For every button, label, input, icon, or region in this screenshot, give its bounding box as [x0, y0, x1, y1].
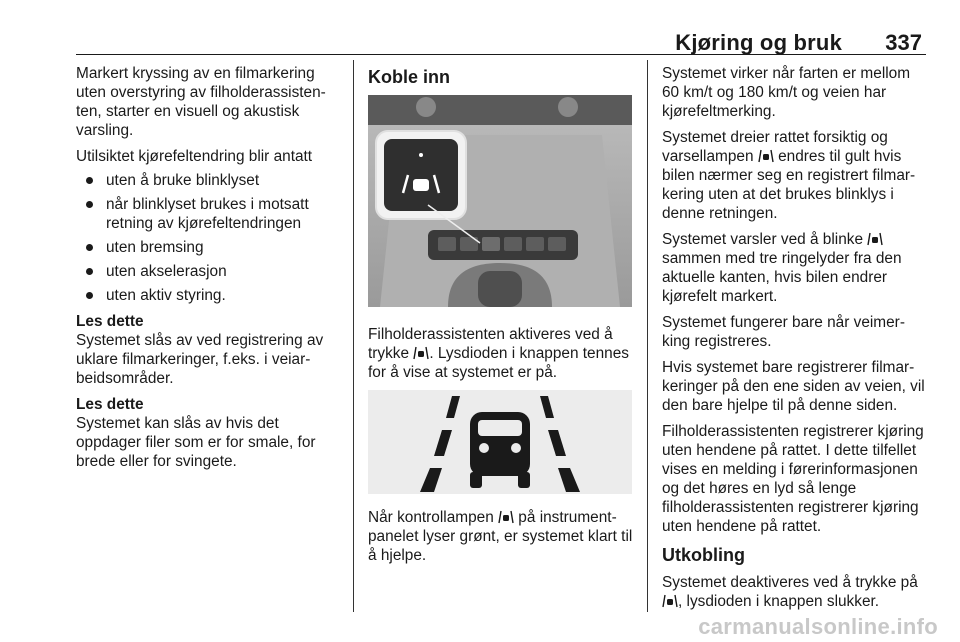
- paragraph: Filholderassistenten registrerer kjøring uten hendene på rattet. I dette tilfellet vises en melding i førerinformasjonen og det høres en lyd så lenge filholderassistenten registrerer kjøring uten hendene på rattet.: [662, 423, 924, 535]
- text-run: Systemet deaktiveres ved å trykke på: [662, 574, 918, 591]
- paragraph: [662, 128, 928, 223]
- text-run: Systemet dreier rattet forsiktig og varsellampen: [662, 129, 888, 165]
- intro-paragraph: Markert kryssing av en filmarkering uten overstyring av filholderassistenten, starter en visuell og akustisk varsling.: [76, 65, 326, 139]
- note-heading: Les dette: [76, 313, 144, 330]
- paragraph: [662, 230, 928, 306]
- list-item: uten bremsing: [76, 238, 342, 257]
- section-heading: Koble inn: [368, 67, 450, 87]
- lane-assist-icon: [758, 149, 774, 163]
- page-number: 337: [885, 30, 922, 55]
- watermark: carmanualsonline.info: [698, 614, 938, 639]
- text-run: , lysdioden i knappen slukker.: [678, 593, 880, 610]
- list-item: uten akselerasjon: [76, 262, 342, 281]
- list-item: uten aktiv styring.: [76, 286, 342, 305]
- paragraph: [662, 573, 928, 611]
- console-illustration: [368, 95, 632, 307]
- note-block: [76, 312, 342, 388]
- lane-assist-icon: [368, 390, 632, 494]
- section-heading: Utkobling: [662, 545, 745, 565]
- condition-list: [76, 171, 342, 305]
- lead-paragraph: Utilsiktet kjørefeltendring blir antatt: [76, 148, 313, 165]
- activate-paragraph: [368, 325, 634, 382]
- text-run: Når kontrollampen: [368, 509, 499, 526]
- lane-assist-symbol: [368, 390, 632, 494]
- page-title: Kjøring og bruk: [675, 30, 842, 55]
- list-item: uten å bruke blinklyset: [76, 171, 342, 190]
- column-left: [76, 64, 342, 478]
- column-divider: [353, 60, 354, 612]
- lane-assist-icon: [498, 510, 514, 524]
- note-heading: Les dette: [76, 396, 144, 413]
- lane-assist-icon: [662, 594, 678, 608]
- text-run: Filholderassistenten aktiveres ved å trykke: [368, 326, 613, 362]
- column-right: [662, 64, 928, 618]
- text-run: på instrumentpanelet lyser grønt, er systemet klart til å hjelpe.: [368, 509, 633, 564]
- header-divider: [76, 54, 926, 55]
- lane-assist-icon: [413, 346, 429, 360]
- indicator-paragraph: [368, 508, 634, 565]
- paragraph: Systemet virker når farten er mellom 60 km/t og 180 km/t og veien har kjørefeltmerking.: [662, 65, 911, 120]
- column-divider: [647, 60, 648, 612]
- lane-assist-icon: [867, 232, 883, 246]
- note-text: Systemet slås av ved registrering av uklare filmarkeringer, f.eks. i veiarbeidsområder.: [76, 332, 324, 387]
- note-text: Systemet kan slås av hvis det oppdager filer som er for smale, for brede eller for svingete.: [76, 415, 316, 470]
- list-item: når blinklyset brukes i motsatt retning av kjørefeltendringen: [76, 195, 342, 233]
- paragraph: Hvis systemet bare registrerer filmarkeringer på den ene siden av veien, vil den bare hjelpe til på denne siden.: [662, 359, 925, 414]
- text-run: sammen med tre ringelyder fra den aktuelle kanten, hvis bilen endrer kjørefelt markert.: [662, 250, 902, 305]
- text-run: endres til gult hvis bilen nærmer seg en registrert filmarkering uten at det brukes blinklys i denne retningen.: [662, 148, 916, 222]
- text-run: Systemet varsler ved å blinke: [662, 231, 868, 248]
- column-middle: [368, 64, 634, 572]
- console-photo: [368, 95, 632, 307]
- note-block: [76, 395, 342, 471]
- text-run: . Lysdioden i knappen tennes for å vise at systemet er på.: [368, 345, 629, 381]
- paragraph: Systemet fungerer bare når veimerking registreres.: [662, 314, 905, 350]
